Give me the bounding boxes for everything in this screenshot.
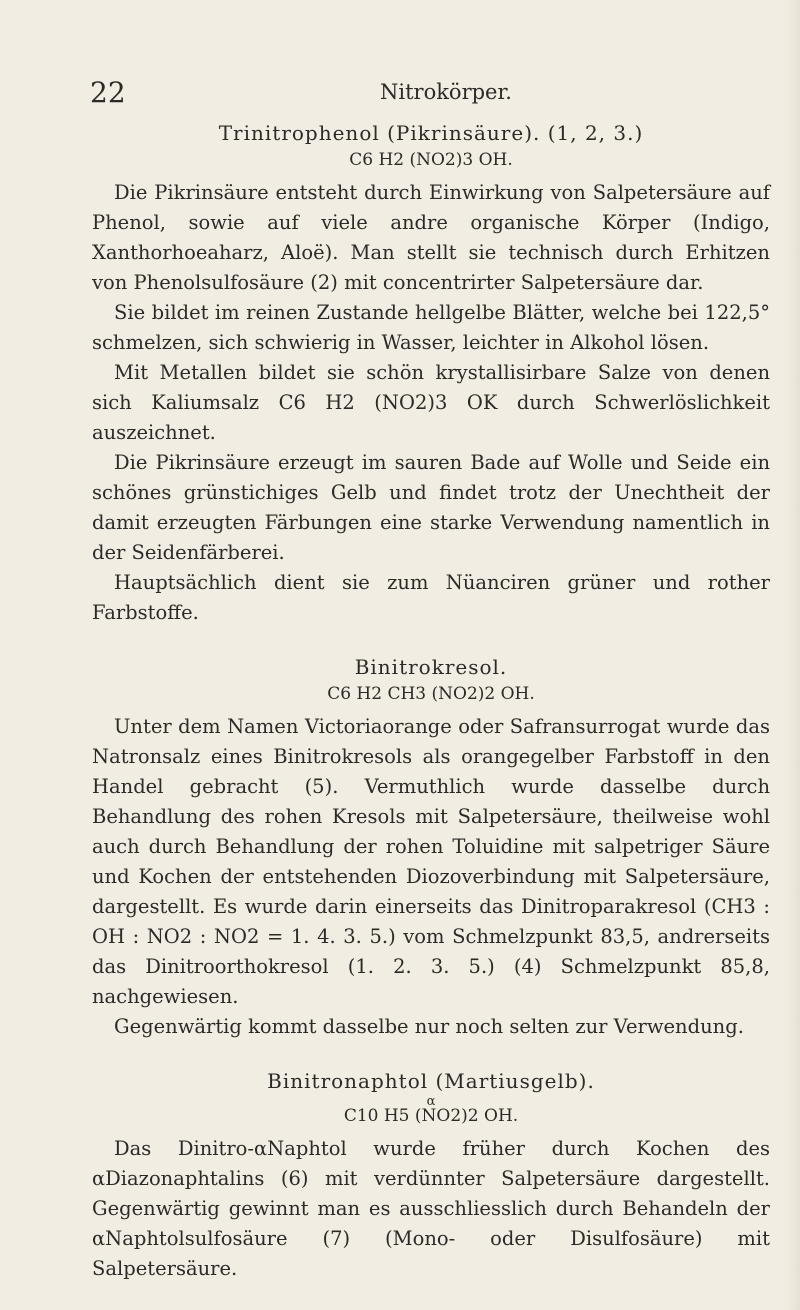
paragraph: Gegenwärtig kommt dasselbe nur noch selten zur Verwendung.: [114, 1015, 744, 1038]
page-body: [92, 118, 770, 1284]
running-title: Nitrokörper.: [380, 80, 512, 104]
paragraph: Mit Metallen bildet sie schön krystallisirbare Salze von denen sich Kaliumsalz C6 H2 (NO2)3 OK durch Schwerlöslichkeit auszeichnet.: [92, 361, 770, 444]
section-title-binitronaphtol: Binitronaphtol (Martiusgelb).: [267, 1069, 595, 1093]
section-title-binitrokresol: Binitrokresol.: [354, 655, 508, 679]
alpha-mark: α: [426, 1094, 436, 1109]
page-edge-shadow: [786, 0, 800, 1310]
section-title-trinitrophenol: Trinitrophenol (Pikrinsäure). (1, 2, 3.): [218, 121, 644, 145]
formula-binitronaphtol: [92, 1096, 770, 1128]
paragraph: Das Dinitro-αNaphtol wurde früher durch Kochen des αDiazonaphtalins (6) mit verdünnter Salpetersäure dargestellt. Gegenwärtig gewinnt man es ausschliesslich durch Behandeln der αNaphtolsulfosäure (7) (Mono- oder Disulfosäure) mit Salpetersäure.: [92, 1137, 770, 1280]
paragraph: Sie bildet im reinen Zustande hellgelbe Blätter, welche bei 122,5° schmelzen, sich schwierig in Wasser, leichter in Alkohol lösen.: [92, 301, 770, 354]
page-number: 22: [90, 76, 126, 109]
paragraph: Unter dem Namen Victoriaorange oder Safransurrogat wurde das Natronsalz eines Binitrokresols als orangegelber Farbstoff in den Handel gebracht (5). Vermuthlich wurde dasselbe durch Behandlung des rohen Kresols mit Salpetersäure, theilweise wohl auch durch Behandlung der rohen Toluidine mit salpetriger Säure und Kochen der entstehenden Diozoverbindung mit Salpetersäure, dargestellt. Es wurde darin einerseits das Dinitroparakresol (CH3 : OH : NO2 : NO2 = 1. 4. 3. 5.) vom Schmelzpunkt 83,5, andrerseits das Dinitroorthokresol (1. 2. 3. 5.) (4) Schmelzpunkt 85,8, nachgewiesen.: [92, 715, 770, 1008]
formula-binitrokresol: C6 H2 CH3 (NO2)2 OH.: [327, 684, 535, 704]
formula-trinitrophenol: C6 H2 (NO2)3 OH.: [349, 150, 513, 170]
paragraph: Die Pikrinsäure entsteht durch Einwirkung von Salpetersäure auf Phenol, sowie auf viele andre organische Körper (Indigo, Xanthorhoeaharz, Aloë). Man stellt sie technisch durch Erhitzen von Phenolsulfosäure (2) mit concentrirter Salpetersäure dar.: [92, 181, 770, 294]
formula-text: C10 H5 (NO2)2 OH.: [343, 1106, 519, 1126]
paragraph: Die Pikrinsäure erzeugt im sauren Bade auf Wolle und Seide ein schönes grünstichiges Gelb und findet trotz der Unechtheit der damit erzeugten Färbungen eine starke Verwendung namentlich in der Seidenfärberei.: [92, 451, 770, 564]
paragraph: Hauptsächlich dient sie zum Nüanciren grüner und rother Farbstoffe.: [92, 571, 770, 624]
